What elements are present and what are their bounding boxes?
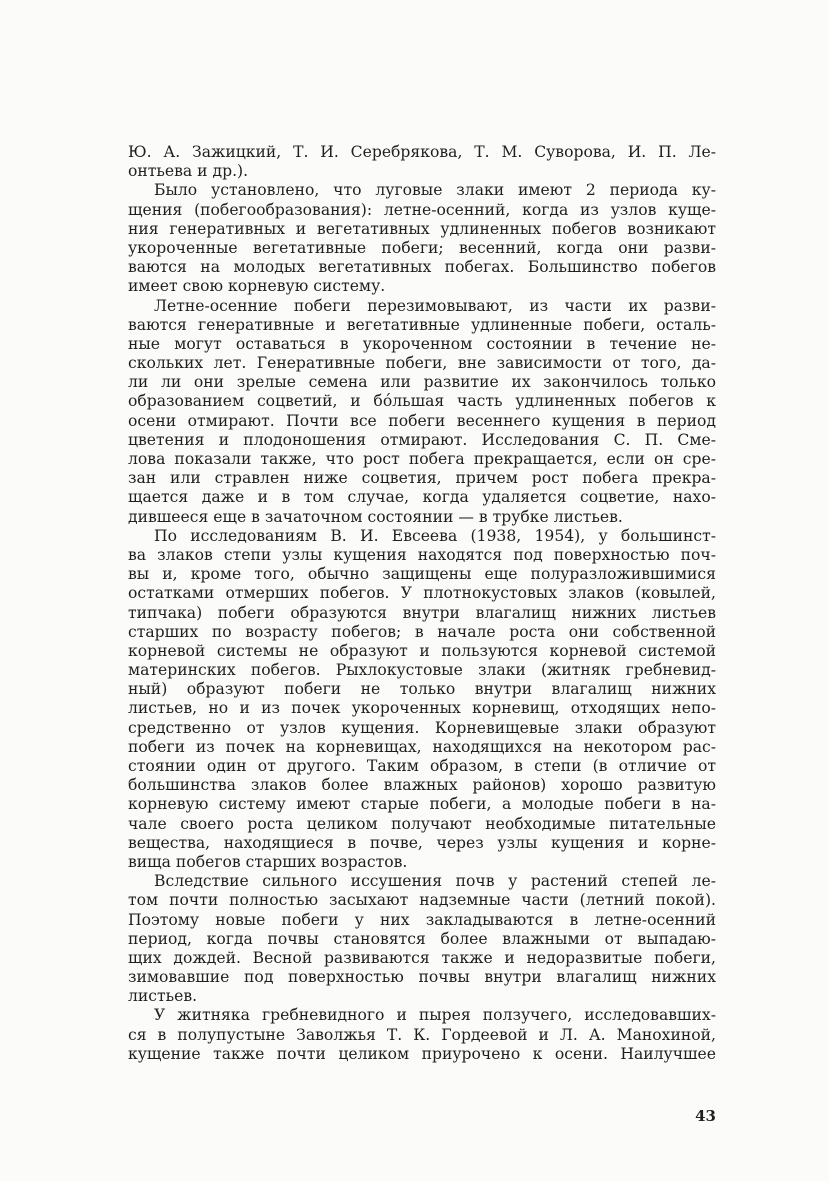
text-line: вища побегов старших возрастов. xyxy=(128,852,408,871)
text-line: укороченные вегетативные побеги; весенний, когда они разви- xyxy=(128,238,716,257)
text-line: стоянии один от другого. Таким образом, в степи (в отличие от xyxy=(128,757,716,775)
paragraph xyxy=(128,527,716,872)
text-line: Ю. А. Зажицкий, Т. И. Серебрякова, Т. М. Суворова, И. П. Ле- xyxy=(128,143,716,161)
text-line: ные могут оставаться в укороченном состоянии в течение не- xyxy=(128,334,716,353)
text-line: лова показали также, что рост побега прекращается, если он сре- xyxy=(128,450,716,468)
text-line: листьев. xyxy=(128,987,198,1006)
text-line: скольких лет. Генеративные побеги, вне зависимости от того, да- xyxy=(128,354,716,373)
text-line: побеги из почек на корневищах, находящихся на некотором рас- xyxy=(128,737,716,756)
text-line: ваются на молодых вегетативных побегах. Большинство побегов xyxy=(128,258,716,277)
text-line: щения (побегообразования): летне-осенний, когда из узлов куще- xyxy=(128,200,716,219)
text-line: зан или стравлен ниже соцветия, причем рост побега прекра- xyxy=(128,469,716,488)
text-line: том почти полностью засыхают надземные части (летний покой). xyxy=(128,891,716,910)
text-line: материнских побегов. Рыхлокустовые злаки (житняк гребневид- xyxy=(128,661,716,680)
text-line: щается даже и в том случае, когда удаляется соцветие, нахо- xyxy=(128,488,716,507)
text-line: ния генеративных и вегетативных удлиненных побегов возникают xyxy=(128,219,716,238)
text-line: корневой системы не образуют и пользуются корневой системой xyxy=(128,641,716,660)
text-line: вы и, кроме того, обычно защищены еще полуразложившимися xyxy=(128,565,716,584)
text-line: типчака) побеги образуются внутри влагалищ нижних листьев xyxy=(128,603,716,622)
text-line: дившееся еще в зачаточном состоянии — в трубке листьев. xyxy=(128,507,623,526)
text-line: листьев, но и из почек укороченных корневищ, отходящих непо- xyxy=(128,699,716,718)
text-line: ли ли они зрелые семена или развитие их закончилось только xyxy=(128,373,716,392)
paragraph xyxy=(128,143,716,181)
paragraph xyxy=(128,872,716,1006)
text-line: ваются генеративные и вегетативные удлиненные побеги, осталь- xyxy=(128,315,716,334)
text-line: ный) образуют побеги не только внутри влагалищ нижних xyxy=(128,680,716,699)
text-line: ва злаков степи узлы кущения находятся под поверхностью поч- xyxy=(128,545,716,564)
text-line: Вследствие сильного иссушения почв у растений степей ле- xyxy=(154,872,716,891)
text-line: большинства злаков более влажных районов) хорошо развитую xyxy=(128,776,716,795)
text-line: осени отмирают. Почти все побеги весеннего кущения в период xyxy=(128,411,716,430)
text-line: Летне-осенние побеги перезимовывают, из части их разви- xyxy=(154,296,716,315)
text-line: У житняка гребневидного и пырея ползучего, исследовавших- xyxy=(154,1006,716,1025)
text-line: остатками отмерших побегов. У плотнокустовых злаков (ковылей, xyxy=(128,584,716,603)
text-line: корневую систему имеют старые побеги, а молодые побеги в на- xyxy=(128,795,716,814)
text-line: старших по возрасту побегов; в начале роста они собственной xyxy=(128,622,716,641)
page-number: 43 xyxy=(695,1107,716,1125)
text-line: онтьева и др.). xyxy=(128,162,249,181)
paragraph xyxy=(128,181,716,296)
body-text xyxy=(128,143,716,1064)
paragraph xyxy=(128,1006,716,1064)
text-line: чале своего роста целиком получают необходимые питательные xyxy=(128,814,716,833)
text-line: ся в полупустыне Заволжья Т. К. Гордеевой и Л. А. Манохиной, xyxy=(128,1025,716,1044)
text-line: вещества, находящиеся в почве, через узлы кущения и корне- xyxy=(128,833,716,852)
paragraph xyxy=(128,297,716,527)
text-line: По исследованиям В. И. Евсеева (1938, 1954), у большинст- xyxy=(154,526,716,545)
text-line: щих дождей. Весной развиваются также и недоразвитые побеги, xyxy=(128,948,716,967)
text-line: Поэтому новые побеги у них закладываются в летне-осенний xyxy=(128,910,716,929)
text-line: образованием соцветий, и бо́льшая часть удлиненных побегов к xyxy=(128,392,716,411)
text-line: кущение также почти целиком приурочено к осени. Наилучшее xyxy=(128,1044,716,1063)
text-line: период, когда почвы становятся более влажными от выпадаю- xyxy=(128,929,716,948)
text-line: цветения и плодоношения отмирают. Исследования С. П. Сме- xyxy=(128,430,716,449)
text-line: имеет свою корневую систему. xyxy=(128,277,386,296)
text-line: средственно от узлов кущения. Корневищевые злаки образуют xyxy=(128,718,716,737)
text-line: зимовавшие под поверхностью почвы внутри влагалищ нижних xyxy=(128,968,716,987)
text-line: Было установлено, что луговые злаки имеют 2 периода ку- xyxy=(154,181,716,200)
